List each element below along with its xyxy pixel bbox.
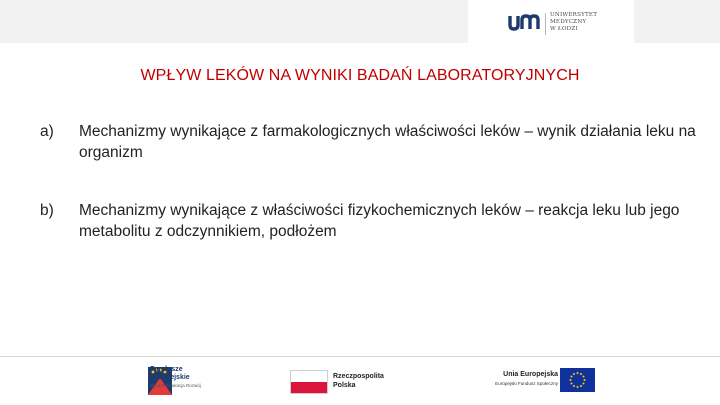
rzeczpospolita-polska-text — [333, 372, 384, 390]
eu-flag-icon — [560, 368, 595, 392]
university-name-line: UNIWERSYTET — [550, 12, 598, 18]
poland-flag-icon — [290, 370, 328, 394]
rp-line: Rzeczpospolita — [333, 373, 384, 380]
fundusze-program: Wiedza Edukacja Rozwój — [150, 383, 201, 388]
list-item-text: Mechanizmy wynikające z farmakologicznych właściwości leków – wynik działania leku na organizm — [79, 123, 696, 161]
fundusze-line: Fundusze — [150, 366, 183, 373]
slide-title: WPŁYW LEKÓW NA WYNIKI BADAŃ LABORATORYJNYCH — [140, 67, 580, 84]
list-marker: a) — [40, 123, 54, 140]
eu-fund: Europejski Fundusz Społeczny — [495, 381, 558, 386]
eu-line: Unia Europejska — [503, 371, 558, 378]
footer-divider — [0, 356, 720, 357]
university-name-line: W ŁODZI — [550, 26, 578, 32]
fundusze-line: Europejskie — [150, 374, 190, 381]
unia-europejska-text — [483, 370, 558, 388]
list-marker: b) — [40, 202, 54, 219]
logo-divider — [545, 13, 546, 35]
um-logo-mark — [508, 12, 542, 32]
fundusze-europejskie-text — [150, 366, 201, 390]
university-name-line: MEDYCZNY — [550, 19, 587, 25]
rp-line: Polska — [333, 382, 356, 389]
university-name — [550, 12, 597, 33]
list-item-text: Mechanizmy wynikające z właściwości fizykochemicznych leków – reakcja leku lub jego metabolitu z odczynnikiem, podłożem — [79, 202, 680, 240]
